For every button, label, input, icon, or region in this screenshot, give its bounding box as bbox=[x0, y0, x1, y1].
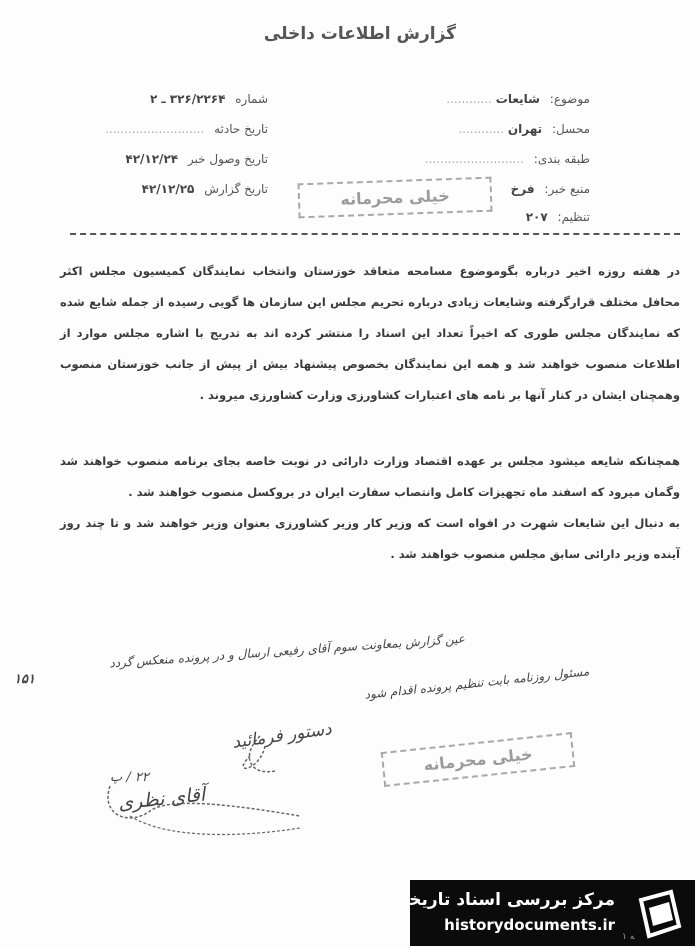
field-label: منبع خبر bbox=[548, 182, 590, 196]
field-incident-date: تاریخ حادثه .......................... bbox=[105, 122, 268, 136]
field-value: ۴۲/۱۲/۲۵ bbox=[141, 182, 195, 196]
handwritten-annotation: مسئول روزنامه بابت تنظیم پرونده اقدام شود bbox=[364, 664, 591, 702]
handwritten-number: ۱۵۱ bbox=[14, 672, 35, 687]
field-value: فرخ bbox=[510, 182, 535, 196]
watermark-url: historydocuments.ir bbox=[444, 916, 615, 934]
field-label: تاریخ گزارش bbox=[204, 182, 268, 196]
field-source: منبع خبر: فرخ bbox=[510, 182, 590, 196]
field-value: تهران bbox=[507, 122, 543, 136]
report-paragraph: به دنبال این شایعات شهرت در افواه است که وزیر کار وزیر کشاورزی بعنوان وزیر خواهند شد و تا چند روز آینده وزیر دارائی سابق مجلس منصوب خواهند شد . bbox=[60, 516, 680, 561]
field-location: محسل: تهران ............ bbox=[458, 122, 590, 136]
handwritten-signature: آقای نظری bbox=[117, 783, 207, 815]
field-label: محسل bbox=[556, 122, 590, 136]
field-label: طبقه بندی bbox=[537, 152, 590, 166]
field-report-date bbox=[142, 182, 268, 196]
classification-stamp: خیلی محرمانه bbox=[381, 732, 576, 787]
field-value: ۲۰۷ bbox=[525, 210, 548, 224]
handwritten-annotation: عین گزارش بمعاونت سوم آقای رفیعی ارسال و در پرونده منعکس گردد bbox=[108, 631, 466, 671]
field-label: تاریخ حادثه bbox=[214, 122, 268, 136]
field-preparer: تنظیم: ۲۰۷ bbox=[525, 210, 590, 224]
field-label: تاریخ وصول خبر bbox=[187, 152, 268, 166]
page-number: ۱ ﻪ bbox=[622, 932, 635, 942]
field-value: ۳۲۶/۲۲۶۴ ـ ۲ bbox=[149, 92, 226, 106]
field-classification: طبقه بندی: .......................... bbox=[424, 152, 590, 166]
field-label: موضوع bbox=[553, 92, 590, 106]
document-title: گزارش اطلاعات داخلی bbox=[263, 24, 457, 44]
field-subject: موضوع: شایعات ............ bbox=[446, 92, 590, 106]
classification-stamp: خیلی محرمانه bbox=[297, 177, 492, 219]
signature-flourish-icon bbox=[90, 716, 320, 846]
archive-logo-icon bbox=[631, 886, 687, 942]
header-divider bbox=[70, 233, 680, 235]
watermark-banner bbox=[392, 880, 695, 946]
handwritten-initials: ۲۲ / پ bbox=[110, 770, 149, 785]
field-value: ۴۲/۱۲/۲۴ bbox=[125, 152, 179, 166]
field-received-date bbox=[125, 152, 268, 166]
report-paragraph: همچنانکه شایعه میشود مجلس بر عهده اقتصاد وزارت دارائی در نوبت خاصه بجای برنامه منصوب خواهند شد وگمان میرود که اسفند ماه تجهیزات کامل وانتصاب سفارت ایران در بروکسل منصوب خواهند شد . bbox=[60, 454, 680, 499]
handwritten-signed: دستور فرمائید bbox=[231, 719, 333, 753]
field-label: شماره bbox=[235, 92, 268, 106]
field-value: شایعات bbox=[495, 92, 540, 106]
watermark-title: مرکز بررسی اسناد تاریخی bbox=[392, 890, 615, 910]
report-paragraph: در هفته روزه اخیر درباره بگوموضوع مسامحه متعاقد خوزستان وانتخاب نمایندگان کمیسیون مجلس اکثر محافل مختلف قرارگرفته وشایعات زیادی درباره تحریم مجلس این سازمان ها گویی رسیده از جمله شایع شده که نمایندگان مجلس طوری که اخیراً تعداد این اسناد را منتشر کرده اند به تدریج با اشاره مجلس موارد از اطلاعات منصوب خواهند شد و همه این نمایندگان بخصوص پیشنهاد بیش از پیش از جانب خوزستان منصوب وهمچنان ایشان در کنار آنها بر نامه های اعتبارات کشاورزی وزارت کشاورزی میروند . bbox=[60, 264, 680, 402]
field-number bbox=[150, 92, 268, 106]
field-label: تنظیم bbox=[561, 210, 590, 224]
